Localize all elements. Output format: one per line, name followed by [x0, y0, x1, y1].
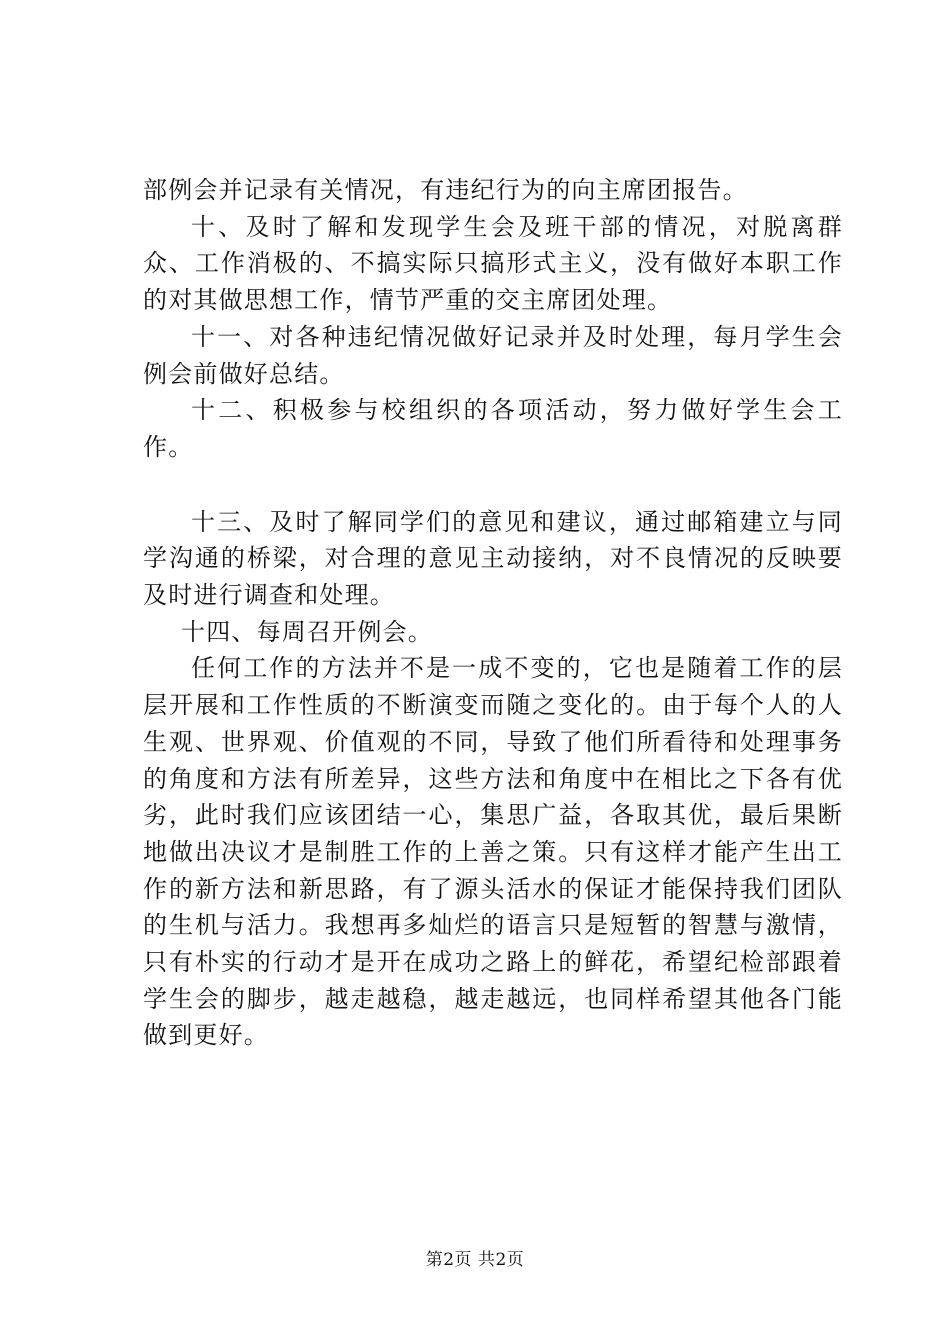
- page-number-footer: 第2页 共2页: [425, 1250, 525, 1270]
- paragraph-item-10: 十、及时了解和发现学生会及班干部的情况，对脱离群众、工作消极的、不搞实际只搞形式主义，没有做好本职工作的对其做思想工作，情节严重的交主席团处理。: [143, 212, 843, 315]
- paragraph-item-12: 十二、积极参与校组织的各项活动，努力做好学生会工作。: [143, 396, 843, 461]
- paragraph-conclusion: 任何工作的方法并不是一成不变的，它也是随着工作的层层开展和工作性质的不断演变而随之变化的。由于每个人的人生观、世界观、价值观的不同，导致了他们所看待和处理事务的角度和方法有所差异，这些方法和角度中在相比之下各有优劣，此时我们应该团结一心，集思广益，各取其优，最后果断地做出决议才是制胜工作的上善之策。只有这样才能产生出工作的新方法和新思路，有了源头活水的保证才能保持我们团队的生机与活力。我想再多灿烂的语言只是短暂的智慧与激情，只有朴实的行动才是开在成功之路上的鲜花，希望纪检部跟着学生会的脚步，越走越稳，越走越远，也同样希望其他各门能做到更好。: [143, 654, 843, 1050]
- paragraph-continuation: 部例会并记录有关情况，有违纪行为的向主席团报告。: [143, 176, 748, 204]
- paragraph-item-13: 十三、及时了解同学们的意见和建议，通过邮箱建立与同学沟通的桥梁，对合理的意见主动接纳，对不良情况的反映要及时进行调查和处理。: [143, 507, 843, 610]
- paragraph-item-14: 十四、每周召开例会。: [181, 617, 433, 646]
- paragraph-item-11: 十一、对各种违纪情况做好记录并及时处理，每月学生会例会前做好总结。: [143, 322, 843, 388]
- document-body: [143, 172, 843, 1054]
